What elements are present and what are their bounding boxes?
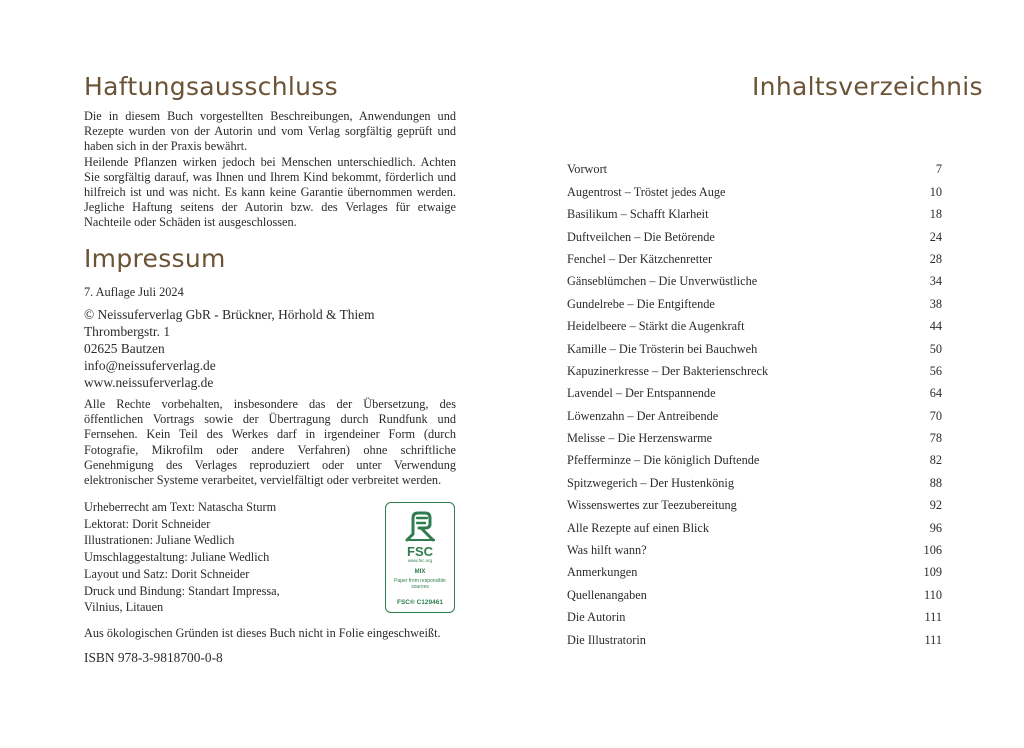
toc-entry-title: Die Illustratorin: [567, 632, 646, 647]
toc-entry-page: 50: [929, 341, 942, 356]
toc-entry[interactable]: [567, 625, 942, 647]
credit-line: Layout und Satz: Dorit Schneider: [84, 566, 250, 581]
toc-entry[interactable]: [567, 424, 942, 446]
toc-entry-page: 70: [929, 408, 942, 423]
toc-entry-page: 64: [929, 386, 942, 401]
toc-entry-page: 88: [929, 475, 942, 490]
disclaimer-heading: Haftungsausschluss: [84, 72, 338, 101]
credit-line: Urheberrecht am Text: Natascha Sturm: [84, 500, 277, 514]
toc-entry[interactable]: [567, 491, 942, 513]
fsc-code: FSC® C129461: [397, 599, 443, 606]
toc-entry[interactable]: [567, 289, 942, 311]
eco-note: Aus ökologischen Gründen ist dieses Buch nicht in Folie eingeschweißt.: [84, 626, 441, 640]
publisher-line: © Neissuferverlag GbR - Brückner, Hörhold & Thiem: [84, 307, 375, 322]
credit-line: Vilnius, Litauen: [84, 600, 164, 615]
toc-entry-page: 10: [929, 184, 942, 199]
toc-entry-page: 56: [929, 363, 942, 378]
rights-text: Alle Rechte vorbehalten, insbesondere das der Übersetzung, des öffentlichen Vortrags sowie der Übertragung durch Rundfunk und Fernsehen. Kein Teil des Werkes darf in irgendeiner Form (durch Fotografie, Mikrofilm oder andere Verfahren) ohne schriftliche Genehmigung des Verlages reproduziert oder unter Verwendung elektronischer Systeme verarbeitet, vervielfältigt oder verbreitet werden.: [84, 397, 456, 488]
toc-entry-page: 78: [929, 431, 942, 446]
toc-entry-title: Lavendel – Der Entspannende: [567, 386, 716, 401]
toc-entry[interactable]: [567, 558, 942, 580]
fsc-label: MIX: [414, 569, 426, 575]
toc-entry[interactable]: [567, 357, 942, 379]
toc-entry-title: Alle Rezepte auf einen Blick: [567, 520, 710, 535]
toc-entry-title: Heidelbeere – Stärkt die Augenkraft: [567, 319, 745, 334]
table-of-contents: [567, 155, 942, 648]
toc-entry-title: Pfefferminze – Die königlich Duftende: [567, 453, 760, 468]
credit-line: Druck und Bindung: Standart Impressa,: [84, 583, 280, 598]
toc-entry[interactable]: [567, 536, 942, 558]
fsc-description: Paper from responsible sources: [394, 578, 446, 590]
credit-line: Lektorat: Dorit Schneider: [84, 516, 211, 531]
toc-entry-title: Kamille – Die Trösterin bei Bauchweh: [567, 341, 758, 356]
fsc-name: FSC: [407, 544, 433, 559]
toc-entry[interactable]: [567, 177, 942, 199]
toc-entry[interactable]: [567, 446, 942, 468]
toc-entry[interactable]: [567, 267, 942, 289]
toc-entry[interactable]: [567, 245, 942, 267]
disclaimer-text: [84, 109, 456, 231]
impressum-heading: Impressum: [84, 244, 226, 273]
fsc-url: www.fsc.org: [407, 558, 433, 563]
toc-entry[interactable]: [567, 603, 942, 625]
toc-entry-page: 96: [929, 520, 942, 535]
toc-entry[interactable]: [567, 312, 942, 334]
toc-entry-title: Duftveilchen – Die Betörende: [567, 229, 715, 244]
toc-entry-title: Gundelrebe – Die Entgiftende: [567, 296, 715, 311]
street-line: Thrombergstr. 1: [84, 324, 171, 339]
email-link[interactable]: info@neissuferverlag.de: [84, 358, 216, 373]
disclaimer-paragraph-2: Heilende Pflanzen wirken jedoch bei Menschen unterschiedlich. Achten Sie sorgfältig darauf, was Ihnen und Ihrem Kind bekommt, förderlich und hilfreich ist und was nicht. Es kann keine Garantie übernommen werden. Jegliche Haftung seitens der Autorin bzw. des Verlages für etwaige Nachteile oder Schäden ist ausgeschlossen.: [84, 154, 456, 230]
toc-entry-title: Melisse – Die Herzenswarme: [567, 431, 713, 446]
toc-entry-title: Spitzwegerich – Der Hustenkönig: [567, 475, 734, 490]
edition-line: 7. Auflage Juli 2024: [84, 285, 184, 299]
disclaimer-paragraph-1: Die in diesem Buch vorgestellten Beschreibungen, Anwendungen und Rezepte wurden von der Autorin und vom Verlag sorgfältig geprüft und haben sich in der Praxis bewährt.: [84, 109, 456, 154]
toc-entry-page: 28: [929, 251, 942, 266]
toc-entry-page: 109: [923, 565, 942, 580]
toc-entry[interactable]: [567, 401, 942, 423]
credits-list: [84, 499, 374, 616]
toc-entry-title: Wissenswertes zur Teezubereitung: [567, 498, 737, 513]
toc-entry[interactable]: [567, 580, 942, 602]
toc-entry-title: Vorwort: [567, 162, 608, 177]
toc-entry[interactable]: [567, 334, 942, 356]
toc-entry-page: 44: [929, 319, 942, 334]
toc-entry-page: 92: [929, 498, 942, 513]
fsc-logo: [385, 502, 455, 613]
toc-entry-page: 111: [924, 610, 942, 625]
toc-entry-page: 110: [924, 587, 942, 602]
toc-entry[interactable]: [567, 379, 942, 401]
toc-entry-title: Quellenangaben: [567, 587, 647, 602]
credit-line: Illustrationen: Juliane Wedlich: [84, 533, 235, 548]
toc-entry[interactable]: [567, 155, 942, 177]
toc-entry-title: Fenchel – Der Kätzchenretter: [567, 251, 713, 266]
toc-entry-page: 106: [923, 543, 942, 558]
toc-entry-page: 82: [929, 453, 942, 468]
toc-entry[interactable]: [567, 468, 942, 490]
toc-entry-title: Die Autorin: [567, 610, 626, 625]
toc-entry-title: Gänseblümchen – Die Unverwüstliche: [567, 274, 758, 289]
city-line: 02625 Bautzen: [84, 341, 165, 356]
isbn-line: ISBN 978-3-9818700-0-8: [84, 650, 223, 665]
toc-entry-title: Augentrost – Tröstet jedes Auge: [567, 184, 726, 199]
fsc-tree-icon: [403, 510, 439, 544]
toc-entry-page: 18: [929, 207, 942, 222]
toc-entry-title: Basilikum – Schafft Klarheit: [567, 207, 709, 222]
toc-entry-title: Kapuzinerkresse – Der Bakterienschreck: [567, 363, 769, 378]
credit-line: Umschlaggestaltung: Juliane Wedlich: [84, 550, 270, 565]
toc-entry[interactable]: [567, 200, 942, 222]
toc-entry-title: Was hilft wann?: [567, 543, 647, 558]
website-link[interactable]: www.neissuferverlag.de: [84, 375, 214, 390]
toc-entry-title: Löwenzahn – Der Antreibende: [567, 408, 719, 423]
toc-entry-title: Anmerkungen: [567, 565, 638, 580]
toc-entry[interactable]: [567, 222, 942, 244]
toc-entry-page: 38: [929, 296, 942, 311]
toc-heading: Inhaltsverzeichnis: [752, 72, 983, 101]
toc-entry-page: 24: [929, 229, 942, 244]
toc-entry-page: 7: [935, 162, 942, 177]
toc-entry-page: 34: [929, 274, 942, 289]
toc-entry[interactable]: [567, 513, 942, 535]
toc-entry-page: 111: [924, 632, 942, 647]
